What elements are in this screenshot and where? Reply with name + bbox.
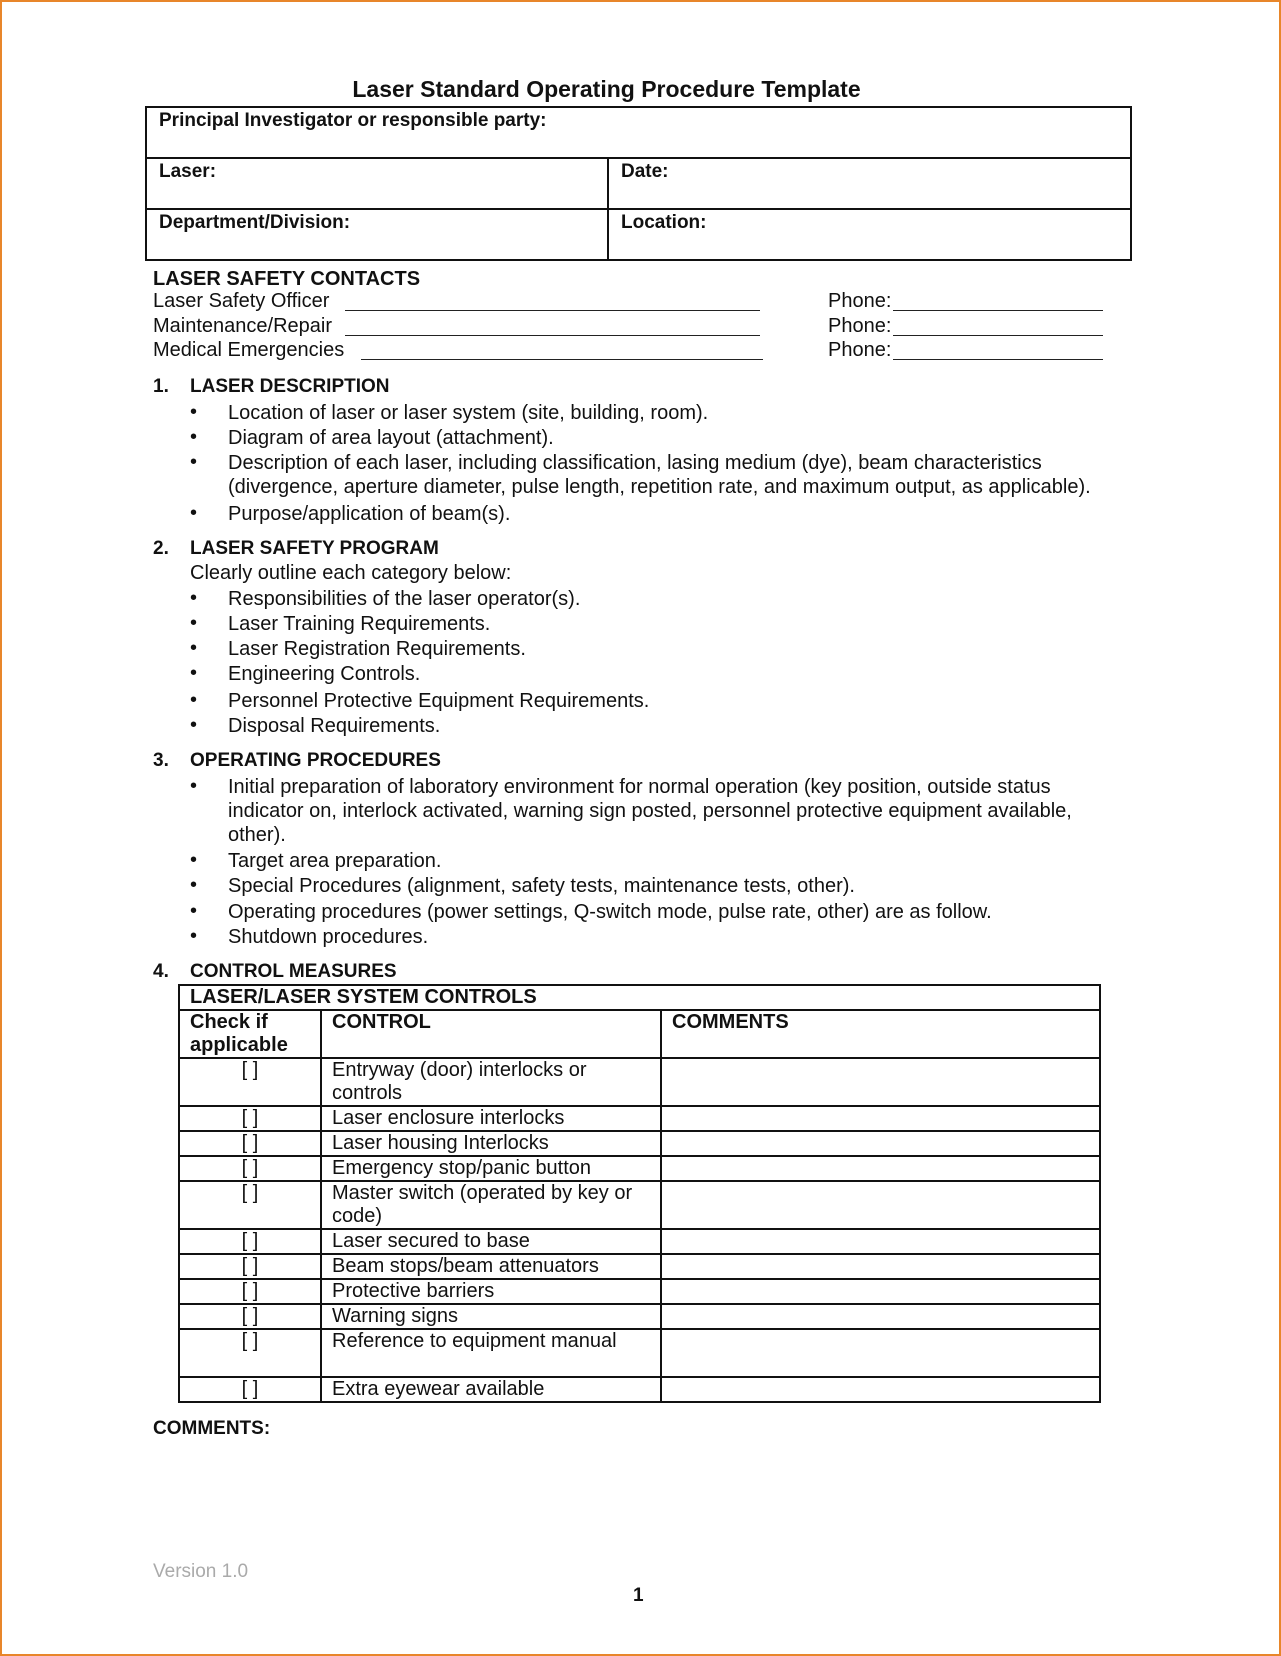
version-label: Version 1.0 [153,1561,249,1582]
table-row [179,1058,1100,1106]
department-field[interactable]: Department/Division: [146,209,608,260]
bullet-dot: • [190,775,198,797]
checkbox[interactable]: [ ] [179,1279,321,1304]
comment-cell[interactable] [661,1131,1100,1156]
table-row [179,1304,1100,1329]
checkbox[interactable]: [ ] [179,1106,321,1131]
bullet-dot: • [190,662,198,684]
comment-cell[interactable] [661,1106,1100,1131]
comment-cell[interactable] [661,1329,1100,1377]
list-item: Laser Registration Requirements. [228,638,526,660]
comment-cell[interactable] [661,1229,1100,1254]
controls-table [178,984,1101,1403]
column-header-comments: COMMENTS [661,1010,1100,1058]
table-row [179,1181,1100,1229]
control-cell: Protective barriers [321,1279,661,1304]
contact-row-lso [153,290,1103,315]
comment-cell[interactable] [661,1254,1100,1279]
bullet-dot: • [190,637,198,659]
control-cell: Warning signs [321,1304,661,1329]
table-row [179,1377,1100,1402]
list-item: Purpose/application of beam(s). [228,503,511,525]
section-title: OPERATING PROCEDURES [190,750,441,771]
contact-label: Maintenance/Repair [153,315,332,337]
section-title: LASER SAFETY PROGRAM [190,538,439,559]
checkbox[interactable]: [ ] [179,1229,321,1254]
checkbox[interactable]: [ ] [179,1329,321,1377]
section-number: 1. [153,376,169,397]
column-header-control: CONTROL [321,1010,661,1058]
bullet-dot: • [190,689,198,711]
phone-label: Phone: [828,339,892,361]
checkbox[interactable]: [ ] [179,1058,321,1106]
comment-cell[interactable] [661,1181,1100,1229]
contact-label: Medical Emergencies [153,339,345,361]
section-number: 4. [153,961,169,982]
comment-cell[interactable] [661,1058,1100,1106]
phone-line[interactable] [893,310,1103,311]
contact-name-line[interactable] [361,359,763,360]
pi-field[interactable]: Principal Investigator or responsible party: [146,107,1131,158]
control-cell: Extra eyewear available [321,1377,661,1402]
bullet-dot: • [190,714,198,736]
table-row [179,1254,1100,1279]
checkbox[interactable]: [ ] [179,1254,321,1279]
section-intro: Clearly outline each category below: [190,562,512,584]
list-item: Laser Training Requirements. [228,613,491,635]
checkbox[interactable]: [ ] [179,1181,321,1229]
list-item: Diagram of area layout (attachment). [228,427,554,449]
control-cell: Beam stops/beam attenuators [321,1254,661,1279]
control-cell: Entryway (door) interlocks or controls [321,1058,661,1106]
list-item: Personnel Protective Equipment Requirements. [228,690,650,712]
list-item: Responsibilities of the laser operator(s). [228,588,581,610]
list-item: Operating procedures (power settings, Q-switch mode, pulse rate, other) are as follow. [228,901,992,923]
control-cell: Laser enclosure interlocks [321,1106,661,1131]
phone-label: Phone: [828,290,892,312]
section-number: 2. [153,538,169,559]
control-cell: Emergency stop/panic button [321,1156,661,1181]
section-number: 3. [153,750,169,771]
list-item: Location of laser or laser system (site, building, room). [228,402,709,424]
date-field[interactable]: Date: [608,158,1131,209]
header-table [145,106,1132,261]
list-item: Initial preparation of laboratory environment for normal operation (key position, outside status indicator on, interlock activated, warning sign posted, personnel protective equipment available, other). [228,776,1072,846]
column-header-check: Check if applicable [179,1010,321,1058]
contacts-title: LASER SAFETY CONTACTS [153,268,421,290]
document-title: Laser Standard Operating Procedure Template [352,76,861,102]
checkbox[interactable]: [ ] [179,1131,321,1156]
bullet-dot: • [190,401,198,423]
section-title: LASER DESCRIPTION [190,376,390,397]
list-item: Target area preparation. [228,850,442,872]
checkbox[interactable]: [ ] [179,1377,321,1402]
checkbox[interactable]: [ ] [179,1304,321,1329]
control-cell: Laser housing Interlocks [321,1131,661,1156]
phone-label: Phone: [828,315,892,337]
contact-row-medical [153,339,1103,364]
laser-field[interactable]: Laser: [146,158,608,209]
comment-cell[interactable] [661,1156,1100,1181]
section-title: CONTROL MEASURES [190,961,397,982]
comment-cell[interactable] [661,1304,1100,1329]
control-cell: Reference to equipment manual [321,1329,661,1377]
list-item: Description of each laser, including classification, lasing medium (dye), beam characteristics (divergence, aperture diameter, pulse length, repetition rate, and maximum output, as applicable). [228,452,1091,498]
table-row [179,1229,1100,1254]
table-caption: LASER/LASER SYSTEM CONTROLS [179,985,1100,1010]
contact-label: Laser Safety Officer [153,290,330,312]
contact-name-line[interactable] [345,310,760,311]
table-row [179,1329,1100,1377]
bullet-dot: • [190,451,198,473]
list-item: Special Procedures (alignment, safety tests, maintenance tests, other). [228,875,855,897]
table-row [179,1279,1100,1304]
list-item: Disposal Requirements. [228,715,441,737]
phone-line[interactable] [893,335,1103,336]
list-item: Engineering Controls. [228,663,421,685]
checkbox[interactable]: [ ] [179,1156,321,1181]
bullet-dot: • [190,925,198,947]
list-item: Shutdown procedures. [228,926,429,948]
contact-name-line[interactable] [345,335,760,336]
comment-cell[interactable] [661,1279,1100,1304]
phone-line[interactable] [893,359,1103,360]
bullet-dot: • [190,612,198,634]
table-header-row [179,1010,1100,1058]
bullet-dot: • [190,587,198,609]
bullet-dot: • [190,874,198,896]
contact-row-maintenance [153,315,1103,340]
bullet-dot: • [190,900,198,922]
comment-cell[interactable] [661,1377,1100,1402]
bullet-dot: • [190,502,198,524]
bullet-dot: • [190,426,198,448]
table-row [179,1156,1100,1181]
page-number: 1 [633,1585,644,1606]
bullet-dot: • [190,849,198,871]
comments-label: COMMENTS: [153,1418,271,1439]
table-row [179,1106,1100,1131]
control-cell: Laser secured to base [321,1229,661,1254]
control-cell: Master switch (operated by key or code) [321,1181,661,1229]
table-row [179,1131,1100,1156]
location-field[interactable]: Location: [608,209,1131,260]
